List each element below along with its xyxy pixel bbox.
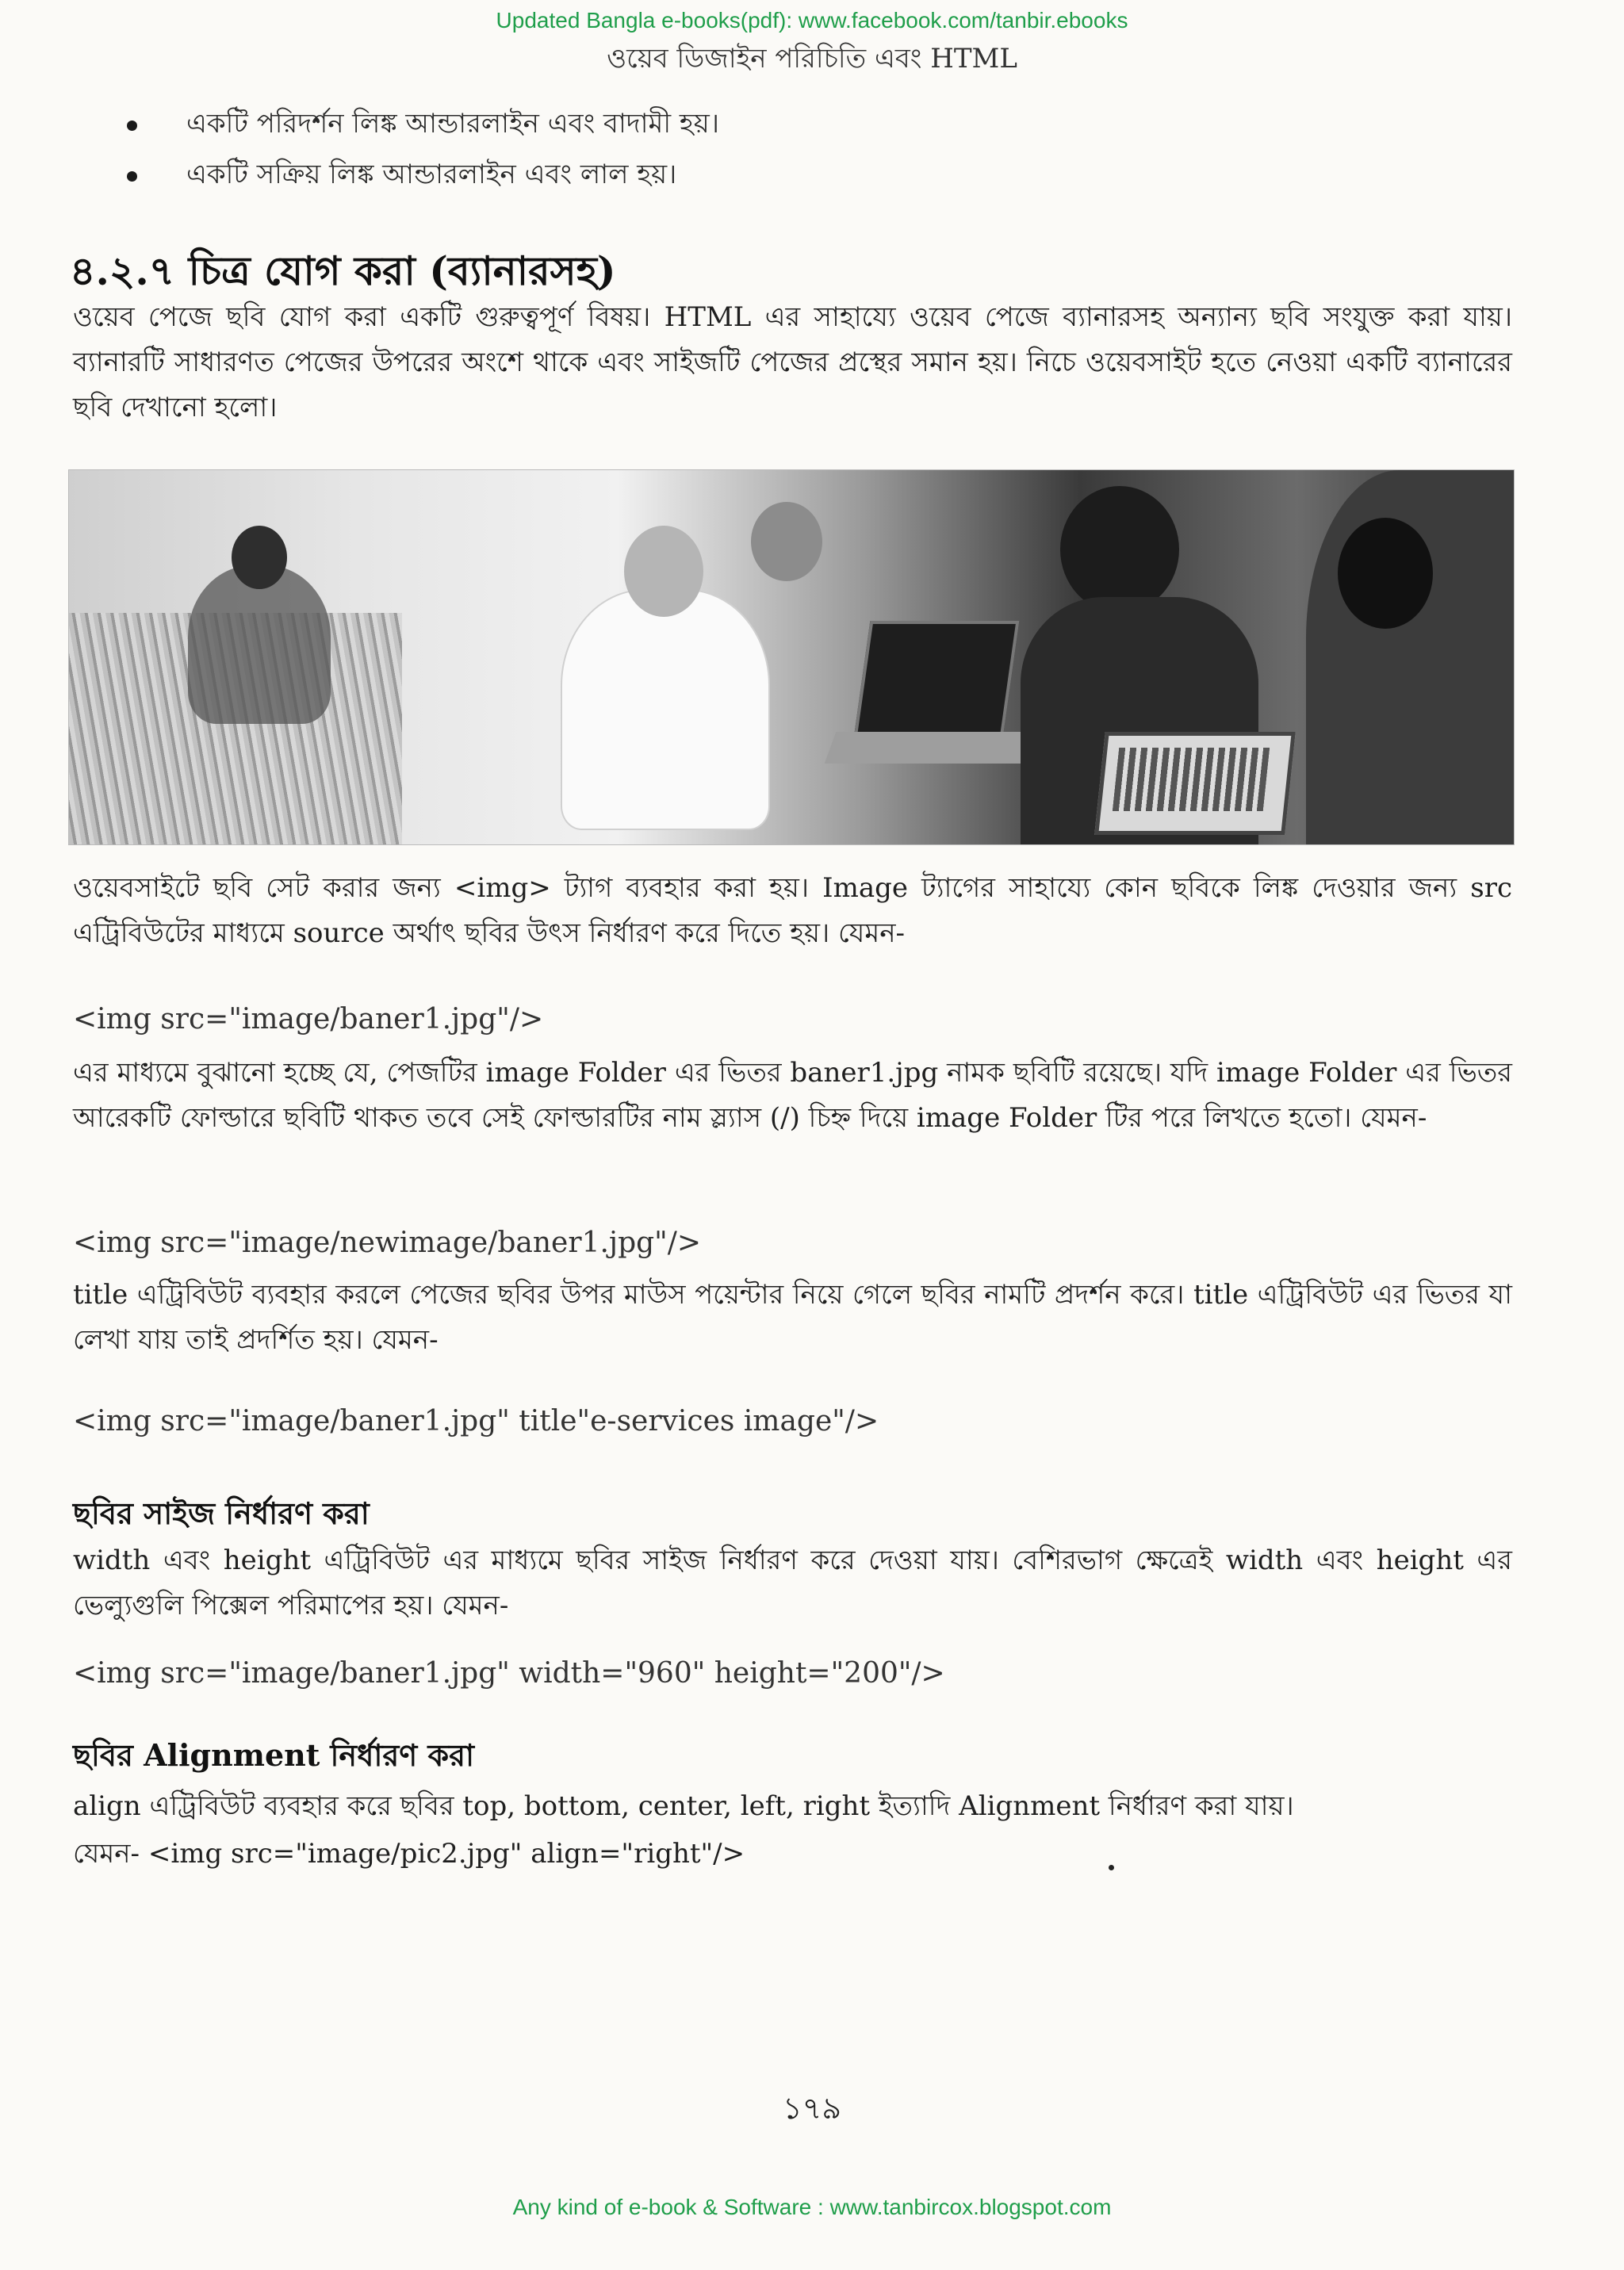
intro-paragraph: ওয়েব পেজে ছবি যোগ করা একটি গুরুত্বপূর্ণ বিষয়। HTML এর সাহায্যে ওয়েব পেজে ব্যানারসহ অন্যান্য ছবি সংযুক্ত করা যায়। ব্যানারটি সাধারণত পেজের উপরের অংশে থাকে এবং সাইজটি পেজের প্রস্থের সমান হয়। নিচে ওয়েবসাইট হতে নেওয়া একটি ব্যানারের ছবি দেখানো হলো। bbox=[73, 301, 1512, 423]
page-number: ১৭৯ bbox=[782, 2091, 842, 2126]
subheading-image-alignment: ছবির Alignment নির্ধারণ করা bbox=[73, 1737, 475, 1773]
code-example-src: <img src="image/baner1.jpg"/> bbox=[73, 1003, 544, 1035]
bullet-text: একটি পরিদর্শন লিঙ্ক আন্ডারলাইন এবং বাদামী হয়। bbox=[186, 108, 719, 140]
banner-photo bbox=[68, 469, 1515, 845]
bullet-item-visited-link bbox=[127, 103, 719, 148]
code-example-align: যেমন- <img src="image/pic2.jpg" align="right"/> bbox=[73, 1838, 745, 1870]
code-example-nested-folder: <img src="image/newimage/baner1.jpg"/> bbox=[73, 1227, 702, 1259]
bullet-icon bbox=[127, 121, 137, 131]
scan-speck bbox=[1109, 1865, 1114, 1870]
img-tag-paragraph: ওয়েবসাইটে ছবি সেট করার জন্য <img> ট্যাগ ব্যবহার করা হয়। Image ট্যাগের সাহায্যে কোন ছবিকে লিঙ্ক দেওয়ার জন্য src এট্রিবিউটের মাধ্যমে source অর্থাৎ ছবির উৎস নির্ধারণ করে দিতে হয়। যেমন- bbox=[73, 872, 1512, 949]
subheading-image-size: ছবির সাইজ নির্ধারণ করা bbox=[73, 1495, 370, 1531]
bullet-item-active-link bbox=[127, 154, 676, 199]
code-example-title: <img src="image/baner1.jpg" title"e-services image"/> bbox=[73, 1405, 879, 1437]
code-example-size: <img src="image/baner1.jpg" width="960" height="200"/> bbox=[73, 1657, 945, 1690]
folder-path-paragraph: এর মাধ্যমে বুঝানো হচ্ছে যে, পেজটির image Folder এর ভিতর baner1.jpg নামক ছবিটি রয়েছে। যদি image Folder এর ভিতর আরেকটি ফোল্ডারে ছবিটি থাকত তবে সেই ফোল্ডারটির নাম স্ল্যাস (/) চিহ্ন দিয়ে image Folder টির পরে লিখতে হতো। যেমন- bbox=[73, 1057, 1512, 1134]
section-heading: ৪.২.৭ চিত্র যোগ করা (ব্যানারসহ) bbox=[70, 247, 616, 294]
bottom-watermark: Any kind of e-book & Software : www.tanbircox.blogspot.com bbox=[512, 2195, 1112, 2219]
bullet-text: একটি সক্রিয় লিঙ্ক আন্ডারলাইন এবং লাল হয়। bbox=[186, 159, 677, 190]
bullet-icon bbox=[127, 171, 137, 182]
title-attribute-paragraph: title এট্রিবিউট ব্যবহার করলে পেজের ছবির উপর মাউস পয়েন্টার নিয়ে গেলে ছবির নামটি প্রদর্শন করে। title এট্রিবিউট এর ভিতর যা লেখা যায় তাই প্রদর্শিত হয়। যেমন- bbox=[73, 1279, 1512, 1356]
running-head: ওয়েব ডিজাইন পরিচিতি এবং HTML bbox=[607, 43, 1017, 75]
size-paragraph: width এবং height এট্রিবিউট এর মাধ্যমে ছবির সাইজ নির্ধারণ করে দেওয়া যায়। বেশিরভাগ ক্ষেত্রেই width এবং height এর ভেল্যুগুলি পিক্সেল পরিমাপের হয়। যেমন- bbox=[73, 1545, 1512, 1621]
alignment-paragraph: align এট্রিবিউট ব্যবহার করে ছবির top, bottom, center, left, right ইত্যাদি Alignment নির্ধারণ করা যায়। bbox=[73, 1790, 1294, 1822]
top-watermark: Updated Bangla e-books(pdf): www.facebook.com/tanbir.ebooks bbox=[496, 8, 1128, 33]
